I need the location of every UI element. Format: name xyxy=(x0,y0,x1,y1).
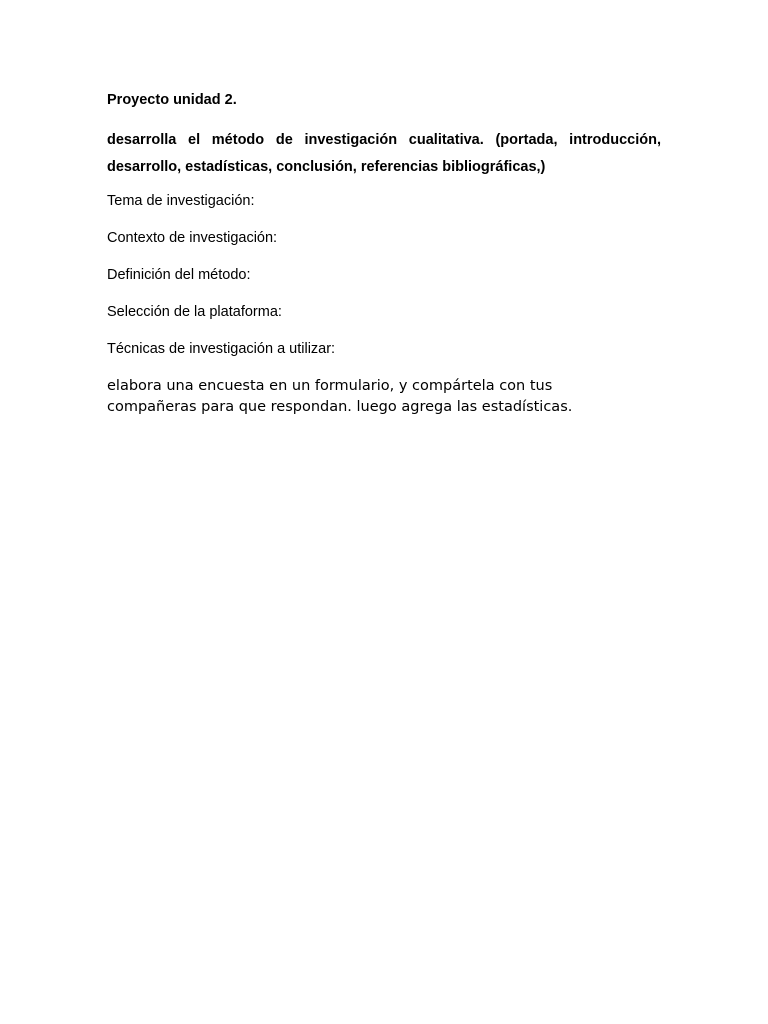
field-definicion-del-metodo: Definición del método: xyxy=(107,267,251,283)
assignment-instructions: desarrolla el método de investigación cualitativa. (portada, introducción, desarrollo, estadísticas, conclusión, referencias bibliográficas,) xyxy=(107,132,661,175)
document-title: Proyecto unidad 2. xyxy=(107,92,237,108)
field-tema-de-investigacion: Tema de investigación: xyxy=(107,193,255,209)
field-tecnicas-de-investigacion: Técnicas de investigación a utilizar: xyxy=(107,341,336,357)
document-body xyxy=(107,90,661,418)
survey-note-line-1: elabora una encuesta en un formulario, y compártela con tus xyxy=(107,378,553,394)
survey-note-line-2: compañeras para que respondan. luego agrega las estadísticas. xyxy=(107,399,573,415)
survey-note xyxy=(107,376,627,418)
field-contexto-de-investigacion: Contexto de investigación: xyxy=(107,230,278,246)
field-seleccion-de-la-plataforma: Selección de la plataforma: xyxy=(107,304,282,320)
